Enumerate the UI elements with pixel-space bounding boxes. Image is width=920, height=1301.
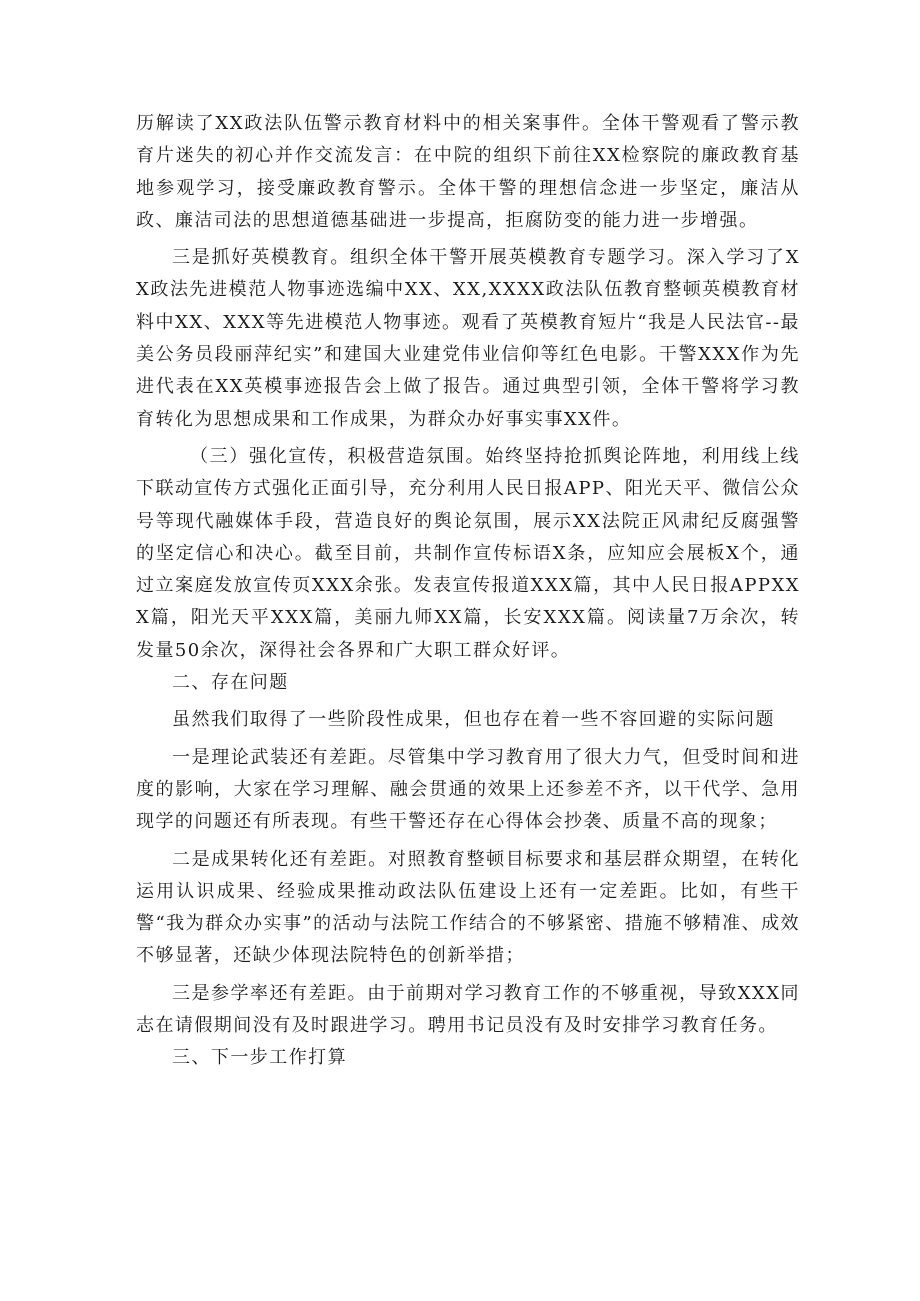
document-page (136, 108, 800, 1248)
paragraph-hero-education: 三是抓好英模教育。组织全体干警开展英模教育专题学习。深入学习了XX政法先进模范人物事迹选编中XX、XX,XXXX政法队伍教育整顿英模教育材料中XX、XXX等先进模范人物事迹。观看了英模教育短片“我是人民法官--最美公务员段丽萍纪实”和建国大业建党伟业信仰等红色电影。干警XXX作为先进代表在XX英模事迹报告会上做了报告。通过典型引领，全体干警将学习教育转化为思想成果和工作成果，为群众办好事实事XX件。 (136, 247, 800, 430)
paragraph-results-gap: 二是成果转化还有差距。对照教育整顿目标要求和基层群众期望，在转化运用认识成果、经验成果推动政法队伍建设上还有一定差距。比如，有些干警“我为群众办实事”的活动与法院工作结合的不够紧密、措施不够精准、成效不够显著，还缺少体现法院特色的创新举措； (136, 848, 800, 967)
section-heading-next-steps: 三、下一步工作打算 (172, 1047, 348, 1069)
paragraph-publicity: （三）强化宣传，积极营造氛围。始终坚持抢抓舆论阵地，利用线上线下联动宣传方式强化正面引导，充分利用人民日报APP、阳光天平、微信公众号等现代融媒体手段，营造良好的舆论氛围，展示XX法院正风肃纪反腐强警的坚定信心和决心。截至目前，共制作宣传标语X条，应知应会展板X个，通过立案庭发放宣传页XXX余张。发表宣传报道XXX篇，其中人民日报APPXXX篇，阳光天平XXX篇，美丽九师XX篇，长安XXX篇。阅读量7万余次，转发量50余次，深得社会各界和广大职工群众好评。 (136, 445, 800, 661)
section-heading-problems: 二、存在问题 (172, 672, 289, 694)
paragraph-theory-gap: 一是理论武装还有差距。尽管集中学习教育用了很大力气，但受时间和进度的影响，大家在学习理解、融会贯通的效果上还参差不齐，以干代学、急用现学的问题还有所表现。有些干警还存在心得体会抄袭、质量不高的现象； (136, 746, 800, 833)
paragraph-problems-intro: 虽然我们取得了一些阶段性成果，但也存在着一些不容回避的实际问题 (172, 709, 775, 731)
paragraph-participation-gap: 三是参学率还有差距。由于前期对学习教育工作的不够重视，导致XXX同志在请假期间没有及时跟进学习。聘用书记员没有及时安排学习教育任务。 (136, 982, 800, 1037)
paragraph-warning-education-continued: 历解读了XX政法队伍警示教育材料中的相关案事件。全体干警观看了警示教育片迷失的初心并作交流发言：在中院的组织下前往XX检察院的廉政教育基地参观学习，接受廉政教育警示。全体干警的理想信念进一步坚定，廉洁从政、廉洁司法的思想道德基础进一步提高，拒腐防变的能力进一步增强。 (136, 113, 800, 231)
